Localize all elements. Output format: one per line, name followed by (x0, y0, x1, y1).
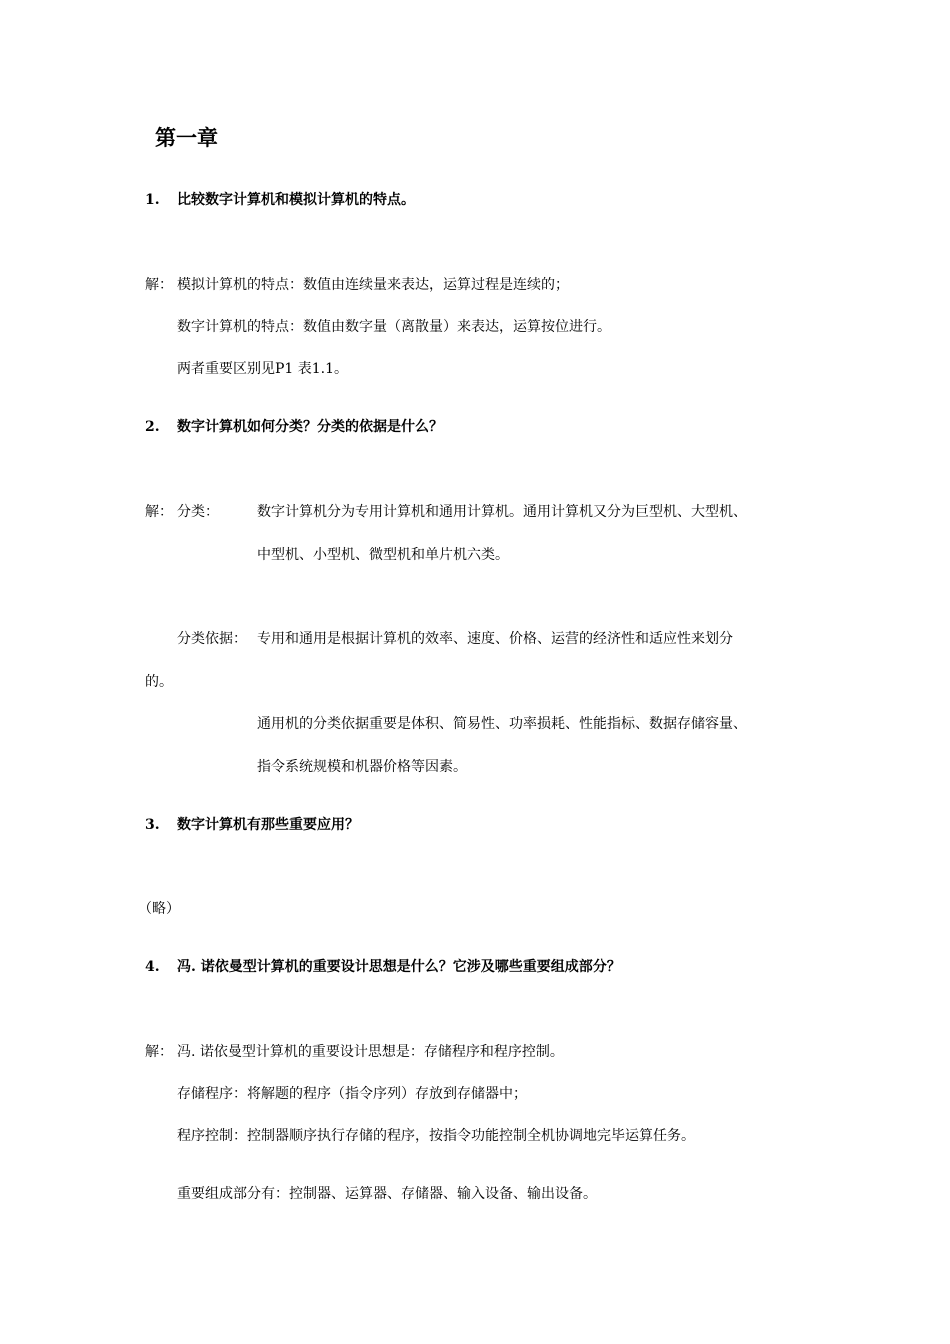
q2-text: 指令系统规模和机器价格等因素。 (257, 759, 467, 775)
q1-number: 1. (145, 192, 160, 208)
q2-label-classification: 分类： (177, 504, 219, 520)
q2-text: 数字计算机分为专用计算机和通用计算机。通用计算机又分为巨型机、大型机、 (257, 504, 747, 520)
q1-question: 比较数字计算机和模拟计算机的特点。 (177, 192, 415, 208)
q4-answer-line: 重要组成部分有：控制器、运算器、存储器、输入设备、输出设备。 (177, 1186, 597, 1202)
q1-answer-line: 数字计算机的特点：数值由数字量（离散量）来表达，运算按位进行。 (177, 319, 611, 335)
q2-text: 的。 (145, 674, 173, 690)
q3-answer: （略） (138, 901, 180, 917)
q3-question: 数字计算机有那些重要应用？ (177, 817, 359, 833)
chapter-title: 第一章 (155, 125, 218, 150)
q2-label-basis: 分类依据： (177, 631, 247, 647)
q3-number: 3. (145, 817, 160, 833)
q4-answer-line: 程序控制：控制器顺序执行存储的程序，按指令功能控制全机协调地完毕运算任务。 (177, 1128, 695, 1144)
q2-number: 2. (145, 419, 160, 435)
q4-number: 4. (145, 959, 160, 975)
q2-answer-prefix: 解： (145, 504, 173, 520)
q4-answer-line: 冯. 诺依曼型计算机的重要设计思想是：存储程序和程序控制。 (177, 1044, 564, 1060)
q1-answer-line: 模拟计算机的特点：数值由连续量来表达，运算过程是连续的； (177, 277, 569, 293)
q4-answer-prefix: 解： (145, 1044, 173, 1060)
q2-text: 中型机、小型机、微型机和单片机六类。 (257, 547, 509, 563)
q2-text: 通用机的分类依据重要是体积、简易性、功率损耗、性能指标、数据存储容量、 (257, 716, 747, 732)
q1-answer-prefix: 解： (145, 277, 173, 293)
q4-answer-line: 存储程序：将解题的程序（指令序列）存放到存储器中； (177, 1086, 527, 1102)
q2-question: 数字计算机如何分类？分类的依据是什么？ (177, 419, 443, 435)
q1-answer-line: 两者重要区别见P1 表1.1。 (177, 361, 349, 377)
q2-text: 专用和通用是根据计算机的效率、速度、价格、运营的经济性和适应性来划分 (257, 631, 733, 647)
q4-question: 冯. 诺依曼型计算机的重要设计思想是什么？它涉及哪些重要组成部分？ (177, 959, 621, 975)
